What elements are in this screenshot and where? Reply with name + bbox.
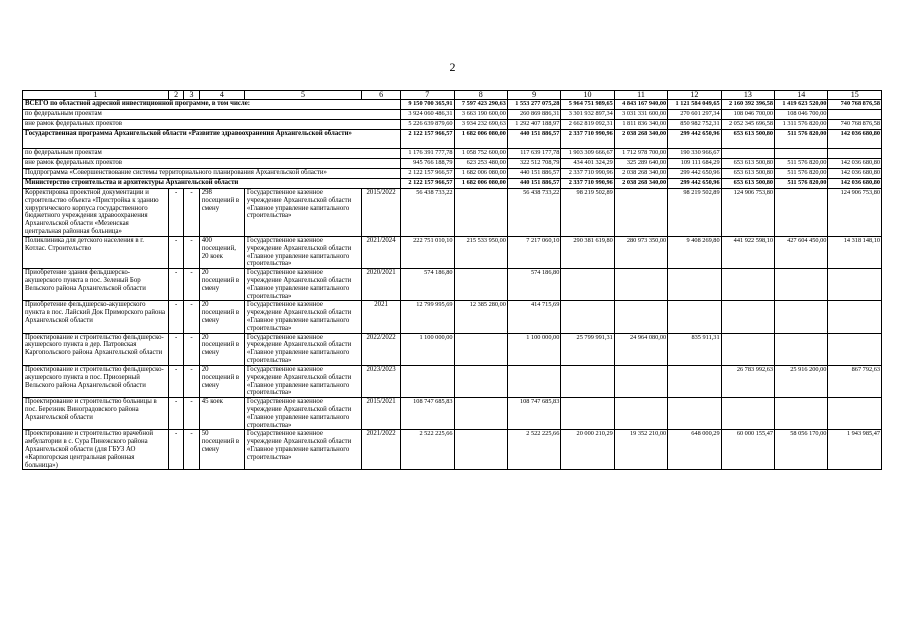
amount-cell: 108 747 685,83: [401, 398, 454, 430]
column-3-cell: -: [184, 430, 199, 470]
object-name-cell: Приобретение здания фельдшерско-акушерского пункта в пос. Зеленый Бор Вельского района Архангельской области: [23, 269, 169, 301]
summary-row-label: по федеральным проектам: [23, 110, 401, 120]
investment-program-table: [22, 90, 882, 470]
amount-cell: 3 934 232 690,63: [454, 120, 507, 130]
amount-cell: 25 916 200,00: [775, 365, 828, 397]
amount-cell: 2 122 157 966,57: [401, 130, 454, 149]
amount-cell: 290 381 619,80: [561, 236, 614, 268]
amount-cell: [721, 398, 774, 430]
amount-cell: 441 922 598,10: [721, 236, 774, 268]
amount-cell: [614, 301, 667, 333]
table-body: [23, 91, 882, 470]
period-cell: 2015/2022: [362, 189, 401, 237]
column-3-cell: -: [184, 365, 199, 397]
amount-cell: 653 613 500,80: [721, 130, 774, 149]
amount-cell: [614, 398, 667, 430]
amount-cell: 1 682 006 080,00: [454, 130, 507, 149]
customer-cell: Государственное казенное учреждение Архангельской области «Главное управление капитального строительства»: [244, 269, 361, 301]
amount-cell: [454, 398, 507, 430]
object-name-cell: Проектирование и строительство фельдшерско-акушерского пункта в пос. Приозерный Вельского района Архангельской области: [23, 365, 169, 397]
capacity-cell: 45 коек: [199, 398, 244, 430]
column-number-cell: 8: [454, 91, 507, 100]
amount-cell: 124 906 753,80: [828, 189, 882, 237]
amount-cell: 653 613 500,80: [721, 179, 774, 189]
summary-row-label: вне рамок федеральных проектов: [23, 120, 401, 130]
column-2-cell: -: [168, 398, 183, 430]
amount-cell: [668, 398, 721, 430]
summary-row-label: ВСЕГО по областной адресной инвестиционной программе, в том числе:: [23, 100, 401, 110]
summary-row-label: Подпрограмма «Совершенствование системы территориального планирования Архангельской области»: [23, 169, 401, 179]
column-number-cell: 13: [721, 91, 774, 100]
amount-cell: 3 924 060 486,31: [401, 110, 454, 120]
amount-cell: 427 604 450,00: [775, 236, 828, 268]
column-3-cell: -: [184, 333, 199, 365]
summary-row: [23, 179, 882, 189]
amount-cell: [775, 301, 828, 333]
amount-cell: 9 408 269,80: [668, 236, 721, 268]
amount-cell: 511 576 820,00: [775, 159, 828, 169]
amount-cell: 14 318 148,10: [828, 236, 882, 268]
amount-cell: 20 000 210,29: [561, 430, 614, 470]
period-cell: 2015/2021: [362, 398, 401, 430]
summary-row-label: вне рамок федеральных проектов: [23, 159, 401, 169]
amount-cell: 1 682 006 080,00: [454, 179, 507, 189]
period-cell: 2021/2022: [362, 430, 401, 470]
column-3-cell: -: [184, 398, 199, 430]
amount-cell: [775, 398, 828, 430]
amount-cell: 3 031 331 600,00: [614, 110, 667, 120]
amount-cell: 98 219 502,89: [561, 189, 614, 237]
object-name-cell: Корректировка проектной документации и строительство объекта «Пристройка к зданию хирургического корпуса государственного бюджетного учреждения здравоохранения Архангельской области «Мезенская центральная районная больница»: [23, 189, 169, 237]
amount-cell: 1 292 407 188,97: [507, 120, 560, 130]
amount-cell: 9 150 700 365,91: [401, 100, 454, 110]
period-cell: 2021: [362, 301, 401, 333]
amount-cell: 19 352 210,00: [614, 430, 667, 470]
column-3-cell: -: [184, 236, 199, 268]
amount-cell: 260 869 886,31: [507, 110, 560, 120]
amount-cell: 190 330 966,67: [668, 149, 721, 159]
amount-cell: 299 442 650,96: [668, 179, 721, 189]
customer-cell: Государственное казенное учреждение Архангельской области «Главное управление капитального строительства»: [244, 301, 361, 333]
amount-cell: 511 576 820,00: [775, 169, 828, 179]
amount-cell: 648 000,29: [668, 430, 721, 470]
amount-cell: [507, 365, 560, 397]
amount-cell: 740 768 876,58: [828, 120, 882, 130]
amount-cell: [828, 398, 882, 430]
capacity-cell: 20 посещений в смену: [199, 365, 244, 397]
amount-cell: 2 522 225,66: [401, 430, 454, 470]
amount-cell: 2 038 268 340,00: [614, 179, 667, 189]
amount-cell: 222 751 010,10: [401, 236, 454, 268]
amount-cell: 299 442 650,96: [668, 169, 721, 179]
amount-cell: [614, 365, 667, 397]
summary-row: [23, 149, 882, 159]
amount-cell: 7 597 423 290,63: [454, 100, 507, 110]
object-row: [23, 365, 882, 397]
summary-row: [23, 130, 882, 149]
column-number-cell: 3: [184, 91, 199, 100]
amount-cell: 25 799 991,31: [561, 333, 614, 365]
amount-cell: 56 438 733,22: [507, 189, 560, 237]
object-row: [23, 398, 882, 430]
summary-row-label: Государственная программа Архангельской области «Развитие здравоохранения Архангельской области»: [23, 130, 401, 149]
amount-cell: [721, 301, 774, 333]
column-number-cell: 4: [199, 91, 244, 100]
customer-cell: Государственное казенное учреждение Архангельской области «Главное управление капитального строительства»: [244, 365, 361, 397]
amount-cell: [828, 110, 882, 120]
amount-cell: 2 337 710 990,96: [561, 169, 614, 179]
amount-cell: 3 663 190 600,00: [454, 110, 507, 120]
amount-cell: [668, 301, 721, 333]
amount-cell: [775, 269, 828, 301]
amount-cell: [454, 430, 507, 470]
column-2-cell: -: [168, 430, 183, 470]
amount-cell: 1 903 309 666,67: [561, 149, 614, 159]
column-2-cell: -: [168, 301, 183, 333]
amount-cell: 60 000 155,47: [721, 430, 774, 470]
amount-cell: 12 799 995,69: [401, 301, 454, 333]
amount-cell: 98 219 502,89: [668, 189, 721, 237]
column-number-cell: 11: [614, 91, 667, 100]
amount-cell: 1 811 836 340,00: [614, 120, 667, 130]
amount-cell: 4 843 167 940,00: [614, 100, 667, 110]
summary-row: [23, 120, 882, 130]
column-2-cell: -: [168, 236, 183, 268]
customer-cell: Государственное казенное учреждение Архангельской области «Главное управление капитального строительства»: [244, 398, 361, 430]
amount-cell: 58 056 170,00: [775, 430, 828, 470]
column-3-cell: -: [184, 189, 199, 237]
amount-cell: 56 438 733,22: [401, 189, 454, 237]
amount-cell: [828, 269, 882, 301]
amount-cell: [721, 149, 774, 159]
amount-cell: 108 046 700,00: [775, 110, 828, 120]
object-name-cell: Поликлиника для детского населения в г. Котлас. Строительство: [23, 236, 169, 268]
amount-cell: [561, 269, 614, 301]
amount-cell: 867 792,63: [828, 365, 882, 397]
amount-cell: 2 052 345 696,58: [721, 120, 774, 130]
amount-cell: [721, 269, 774, 301]
amount-cell: [561, 301, 614, 333]
period-cell: 2022/2022: [362, 333, 401, 365]
amount-cell: 1 176 391 777,78: [401, 149, 454, 159]
amount-cell: 2 522 225,66: [507, 430, 560, 470]
amount-cell: 142 036 680,80: [828, 169, 882, 179]
capacity-cell: 400 посещений, 20 коек: [199, 236, 244, 268]
amount-cell: [561, 365, 614, 397]
amount-cell: 12 385 280,00: [454, 301, 507, 333]
customer-cell: Государственное казенное учреждение Архангельской области «Главное управление капитального строительства»: [244, 430, 361, 470]
period-cell: 2020/2021: [362, 269, 401, 301]
amount-cell: 325 289 640,00: [614, 159, 667, 169]
amount-cell: 440 151 886,57: [507, 179, 560, 189]
column-number-cell: 2: [168, 91, 183, 100]
amount-cell: [828, 149, 882, 159]
amount-cell: 322 512 708,79: [507, 159, 560, 169]
object-name-cell: Проектирование и строительство фельдшерско-акушерского пункта в дер. Патровская Каргопольского района Архангельской области: [23, 333, 169, 365]
object-name-cell: Приобретение фельдшерско-акушерского пункта в пос. Лайский Док Приморского района Архангельской области: [23, 301, 169, 333]
column-2-cell: -: [168, 333, 183, 365]
amount-cell: [454, 333, 507, 365]
amount-cell: 1 058 752 600,00: [454, 149, 507, 159]
amount-cell: 5 226 639 879,60: [401, 120, 454, 130]
amount-cell: 5 964 751 989,65: [561, 100, 614, 110]
object-row: [23, 269, 882, 301]
column-number-cell: 15: [828, 91, 882, 100]
period-cell: 2023/2023: [362, 365, 401, 397]
summary-row: [23, 110, 882, 120]
amount-cell: 835 911,31: [668, 333, 721, 365]
amount-cell: 1 682 006 080,00: [454, 169, 507, 179]
amount-cell: 280 973 350,00: [614, 236, 667, 268]
capacity-cell: 20 посещений в смену: [199, 301, 244, 333]
amount-cell: 1 553 277 075,28: [507, 100, 560, 110]
amount-cell: [454, 269, 507, 301]
object-row: [23, 189, 882, 237]
amount-cell: 24 964 080,00: [614, 333, 667, 365]
amount-cell: 1 100 000,00: [507, 333, 560, 365]
amount-cell: [775, 333, 828, 365]
object-row: [23, 236, 882, 268]
capacity-cell: 298 посещений в смену: [199, 189, 244, 237]
amount-cell: 1 419 623 520,00: [775, 100, 828, 110]
amount-cell: [721, 333, 774, 365]
amount-cell: 945 766 188,79: [401, 159, 454, 169]
amount-cell: 108 747 685,83: [507, 398, 560, 430]
amount-cell: 850 982 752,31: [668, 120, 721, 130]
column-number-cell: 6: [362, 91, 401, 100]
amount-cell: 574 186,80: [507, 269, 560, 301]
amount-cell: 623 253 480,00: [454, 159, 507, 169]
customer-cell: Государственное казенное учреждение Архангельской области «Главное управление капитального строительства»: [244, 333, 361, 365]
column-number-row: [23, 91, 882, 100]
amount-cell: 2 337 710 990,96: [561, 179, 614, 189]
amount-cell: [668, 365, 721, 397]
column-number-cell: 12: [668, 91, 721, 100]
object-row: [23, 333, 882, 365]
summary-row: [23, 100, 882, 110]
amount-cell: 142 036 680,80: [828, 179, 882, 189]
column-number-cell: 1: [23, 91, 169, 100]
column-3-cell: -: [184, 269, 199, 301]
amount-cell: 124 906 753,80: [721, 189, 774, 237]
amount-cell: 1 712 978 700,00: [614, 149, 667, 159]
amount-cell: 2 038 268 340,00: [614, 130, 667, 149]
amount-cell: 1 100 000,00: [401, 333, 454, 365]
amount-cell: 2 038 268 340,00: [614, 169, 667, 179]
amount-cell: 26 783 992,63: [721, 365, 774, 397]
amount-cell: [775, 189, 828, 237]
amount-cell: 511 576 820,00: [775, 130, 828, 149]
column-number-cell: 14: [775, 91, 828, 100]
amount-cell: 270 601 297,34: [668, 110, 721, 120]
capacity-cell: 20 посещений в смену: [199, 269, 244, 301]
amount-cell: [828, 301, 882, 333]
amount-cell: 2 160 392 396,58: [721, 100, 774, 110]
amount-cell: 142 036 680,80: [828, 130, 882, 149]
customer-cell: Государственное казенное учреждение Архангельской области «Главное управление капитального строительства»: [244, 236, 361, 268]
object-name-cell: Проектирование и строительство больницы в пос. Березник Виноградовского района Архангельской области: [23, 398, 169, 430]
column-2-cell: -: [168, 269, 183, 301]
column-2-cell: -: [168, 189, 183, 237]
amount-cell: [668, 269, 721, 301]
amount-cell: 1 121 584 049,65: [668, 100, 721, 110]
capacity-cell: 50 посещений в смену: [199, 430, 244, 470]
amount-cell: 215 533 950,00: [454, 236, 507, 268]
object-row: [23, 301, 882, 333]
amount-cell: [828, 333, 882, 365]
amount-cell: 3 301 932 897,34: [561, 110, 614, 120]
summary-row: [23, 169, 882, 179]
column-3-cell: -: [184, 301, 199, 333]
amount-cell: 653 613 500,80: [721, 169, 774, 179]
column-number-cell: 10: [561, 91, 614, 100]
period-cell: 2021/2024: [362, 236, 401, 268]
amount-cell: 2 662 819 092,31: [561, 120, 614, 130]
amount-cell: 2 122 157 966,57: [401, 179, 454, 189]
amount-cell: 440 151 886,57: [507, 169, 560, 179]
amount-cell: 2 337 710 990,96: [561, 130, 614, 149]
amount-cell: 434 401 324,29: [561, 159, 614, 169]
amount-cell: 653 613 500,80: [721, 159, 774, 169]
amount-cell: [614, 269, 667, 301]
amount-cell: [775, 149, 828, 159]
amount-cell: 2 122 157 966,57: [401, 169, 454, 179]
amount-cell: 1 311 576 820,00: [775, 120, 828, 130]
amount-cell: 740 768 876,58: [828, 100, 882, 110]
summary-row-label: по федеральным проектам: [23, 149, 401, 159]
amount-cell: 108 046 700,00: [721, 110, 774, 120]
customer-cell: Государственное казенное учреждение Архангельской области «Главное управление капитального строительства»: [244, 189, 361, 237]
column-number-cell: 7: [401, 91, 454, 100]
amount-cell: 440 151 886,57: [507, 130, 560, 149]
amount-cell: 414 715,69: [507, 301, 560, 333]
amount-cell: [454, 365, 507, 397]
summary-row-label: Министерство строительства и архитектуры Архангельской области: [23, 179, 401, 189]
amount-cell: 142 036 680,80: [828, 159, 882, 169]
column-number-cell: 9: [507, 91, 560, 100]
page-number: 2: [449, 60, 456, 74]
summary-row: [23, 159, 882, 169]
amount-cell: [454, 189, 507, 237]
column-number-cell: 5: [244, 91, 361, 100]
amount-cell: 511 576 820,00: [775, 179, 828, 189]
amount-cell: [561, 398, 614, 430]
amount-cell: 109 111 684,29: [668, 159, 721, 169]
amount-cell: 117 639 177,78: [507, 149, 560, 159]
amount-cell: 299 442 650,96: [668, 130, 721, 149]
amount-cell: [401, 365, 454, 397]
capacity-cell: 20 посещений в смену: [199, 333, 244, 365]
amount-cell: [614, 189, 667, 237]
object-row: [23, 430, 882, 470]
column-2-cell: -: [168, 365, 183, 397]
amount-cell: 7 217 060,10: [507, 236, 560, 268]
amount-cell: 1 943 985,47: [828, 430, 882, 470]
amount-cell: 574 186,80: [401, 269, 454, 301]
object-name-cell: Проектирование и строительство врачебной амбулатории в с. Сура Пинежского района Архангельской области (для ГБУЗ АО «Карпогорская центральная районная больница»): [23, 430, 169, 470]
